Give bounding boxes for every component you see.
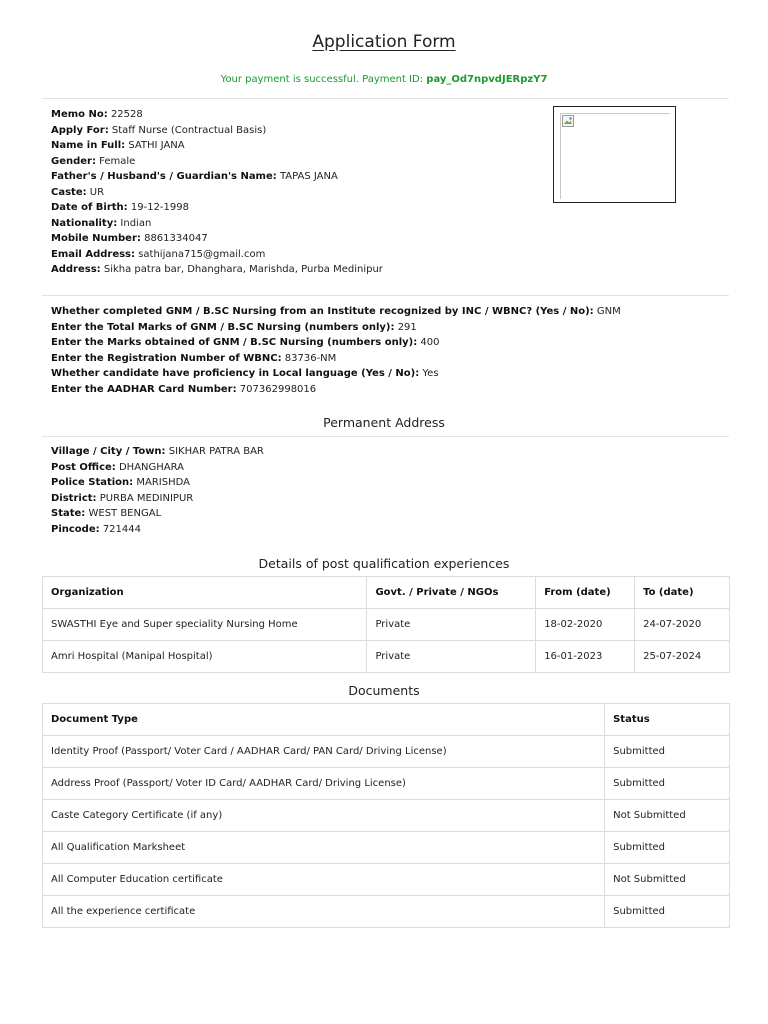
table-cell: 18-02-2020 <box>536 609 635 641</box>
field-police-station: Police Station: MARISHDA <box>51 477 190 488</box>
field-wbnc-registration: Enter the Registration Number of WBNC: 83736-NM <box>51 352 337 364</box>
field-aadhar: Enter the AADHAR Card Number: 707362998016 <box>51 383 317 395</box>
table-cell: Identity Proof (Passport/ Voter Card / AADHAR Card/ PAN Card/ Driving License) <box>43 736 605 768</box>
table-cell: Caste Category Certificate (if any) <box>43 800 605 832</box>
table-cell: Private <box>367 641 536 673</box>
column-header: Organization <box>43 577 367 609</box>
field-memo-no: Memo No: 22528 <box>51 109 143 120</box>
table-cell: SWASTHI Eye and Super speciality Nursing Home <box>43 609 367 641</box>
field-mobile: Mobile Number: 8861334047 <box>51 233 208 244</box>
payment-status <box>0 73 768 87</box>
table-row <box>43 609 730 641</box>
field-gender: Gender: Female <box>51 155 136 167</box>
status-cell: Not Submitted <box>605 800 730 832</box>
table-header-row <box>43 704 730 736</box>
table-row <box>43 896 730 928</box>
field-village: Village / City / Town: SIKHAR PATRA BAR <box>51 446 264 457</box>
payment-message: Your payment is successful. Payment ID: <box>220 74 427 85</box>
permanent-address-heading: Permanent Address <box>323 415 445 430</box>
field-post-office: Post Office: DHANGHARA <box>51 461 185 473</box>
status-cell: Not Submitted <box>605 864 730 896</box>
divider <box>42 295 729 296</box>
table-header-row <box>43 577 730 609</box>
table-cell: 16-01-2023 <box>536 641 635 673</box>
table-row <box>43 832 730 864</box>
status-cell: Submitted <box>605 736 730 768</box>
field-district: District: PURBA MEDINIPUR <box>51 492 194 504</box>
column-header: Document Type <box>43 704 605 736</box>
table-cell: 24-07-2020 <box>635 609 730 641</box>
personal-details <box>51 107 383 278</box>
table-cell: Private <box>367 609 536 641</box>
divider <box>42 436 729 437</box>
divider <box>42 98 729 99</box>
field-name: Name in Full: SATHI JANA <box>51 140 185 151</box>
table-cell: Amri Hospital (Manipal Hospital) <box>43 641 367 673</box>
table-cell: All Computer Education certificate <box>43 864 605 896</box>
field-pincode: Pincode: 721444 <box>51 523 141 535</box>
field-email: Email Address: sathijana715@gmail.com <box>51 248 266 260</box>
documents-heading: Documents <box>348 683 420 698</box>
status-cell: Submitted <box>605 896 730 928</box>
payment-id: pay_Od7npvdJERpzY7 <box>426 74 548 85</box>
photo-frame <box>560 113 670 199</box>
table-cell: All the experience certificate <box>43 896 605 928</box>
broken-image-icon <box>562 115 574 127</box>
field-nationality: Nationality: Indian <box>51 217 152 229</box>
column-header: To (date) <box>635 577 730 609</box>
field-local-language: Whether candidate have proficiency in Local language (Yes / No): Yes <box>51 368 439 379</box>
column-header: Status <box>605 704 730 736</box>
qualification-details <box>51 304 621 397</box>
field-marks-obtained: Enter the Marks obtained of GNM / B.SC Nursing (numbers only): 400 <box>51 337 440 348</box>
field-apply-for: Apply For: Staff Nurse (Contractual Basis) <box>51 124 267 136</box>
field-caste: Caste: UR <box>51 186 105 198</box>
field-state: State: WEST BENGAL <box>51 508 162 519</box>
documents-table <box>42 703 730 928</box>
table-cell: 25-07-2024 <box>635 641 730 673</box>
table-row <box>43 800 730 832</box>
table-row <box>43 641 730 673</box>
table-cell: All Qualification Marksheet <box>43 832 605 864</box>
status-cell: Submitted <box>605 832 730 864</box>
column-header: Govt. / Private / NGOs <box>367 577 536 609</box>
field-address: Address: Sikha patra bar, Dhanghara, Marishda, Purba Medinipur <box>51 264 383 275</box>
column-header: From (date) <box>536 577 635 609</box>
experience-table <box>42 576 730 673</box>
field-dob: Date of Birth: 19-12-1998 <box>51 202 189 213</box>
field-guardian-name: Father's / Husband's / Guardian's Name: TAPAS JANA <box>51 171 338 182</box>
table-cell: Address Proof (Passport/ Voter ID Card/ AADHAR Card/ Driving License) <box>43 768 605 800</box>
permanent-address-details <box>51 444 264 537</box>
table-row <box>43 864 730 896</box>
field-gnm-completed: Whether completed GNM / B.SC Nursing from an Institute recognized by INC / WBNC? (Yes / No): GNM <box>51 306 621 317</box>
table-row <box>43 768 730 800</box>
field-total-marks: Enter the Total Marks of GNM / B.SC Nursing (numbers only): 291 <box>51 321 417 333</box>
status-cell: Submitted <box>605 768 730 800</box>
experience-heading: Details of post qualification experiences <box>258 556 510 571</box>
table-row <box>43 736 730 768</box>
applicant-photo <box>553 106 676 203</box>
page-title: Application Form <box>312 32 456 52</box>
